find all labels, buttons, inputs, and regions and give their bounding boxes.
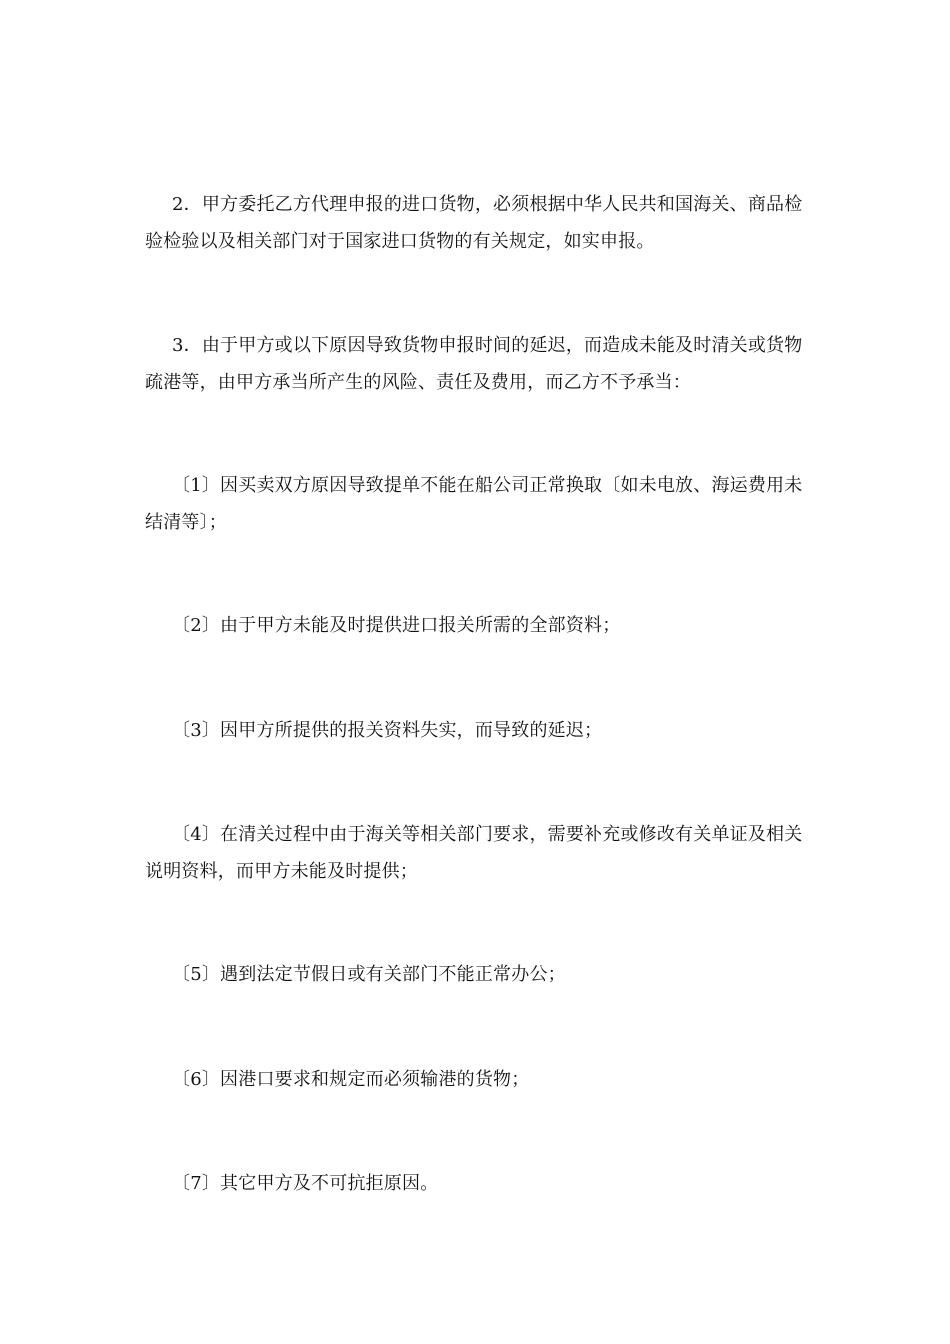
list-item-3: 〔3〕因甲方所提供的报关资料失实，而导致的延迟； [172,720,603,741]
paragraph-clause-3: 3．由于甲方或以下原因导致货物申报时间的延迟，而造成未能及时清关或货物疏港等，由甲方承当所产生的风险、责任及费用，而乙方不予承当： [145,335,803,393]
list-item-2: 〔2〕由于甲方未能及时提供进口报关所需的全部资料； [172,615,621,636]
list-item-4: 〔4〕在清关过程中由于海关等相关部门要求，需要补充或修改有关单证及相关说明资料，而甲方未能及时提供； [145,824,803,882]
list-item-6: 〔6〕因港口要求和规定而必须输港的货物； [172,1069,530,1090]
paragraph-clause-2: 2．甲方委托乙方代理申报的进口货物，必须根据中华人民共和国海关、商品检验检验以及相关部门对于国家进口货物的有关规定，如实申报。 [145,194,803,252]
list-item-7: 〔7〕其它甲方及不可抗拒原因。 [172,1173,439,1194]
list-item-5: 〔5〕遇到法定节假日或有关部门不能正常办公； [172,964,566,985]
list-item-1: 〔1〕因买卖双方原因导致提单不能在船公司正常换取〔如未电放、海运费用未结清等〕； [145,475,803,533]
